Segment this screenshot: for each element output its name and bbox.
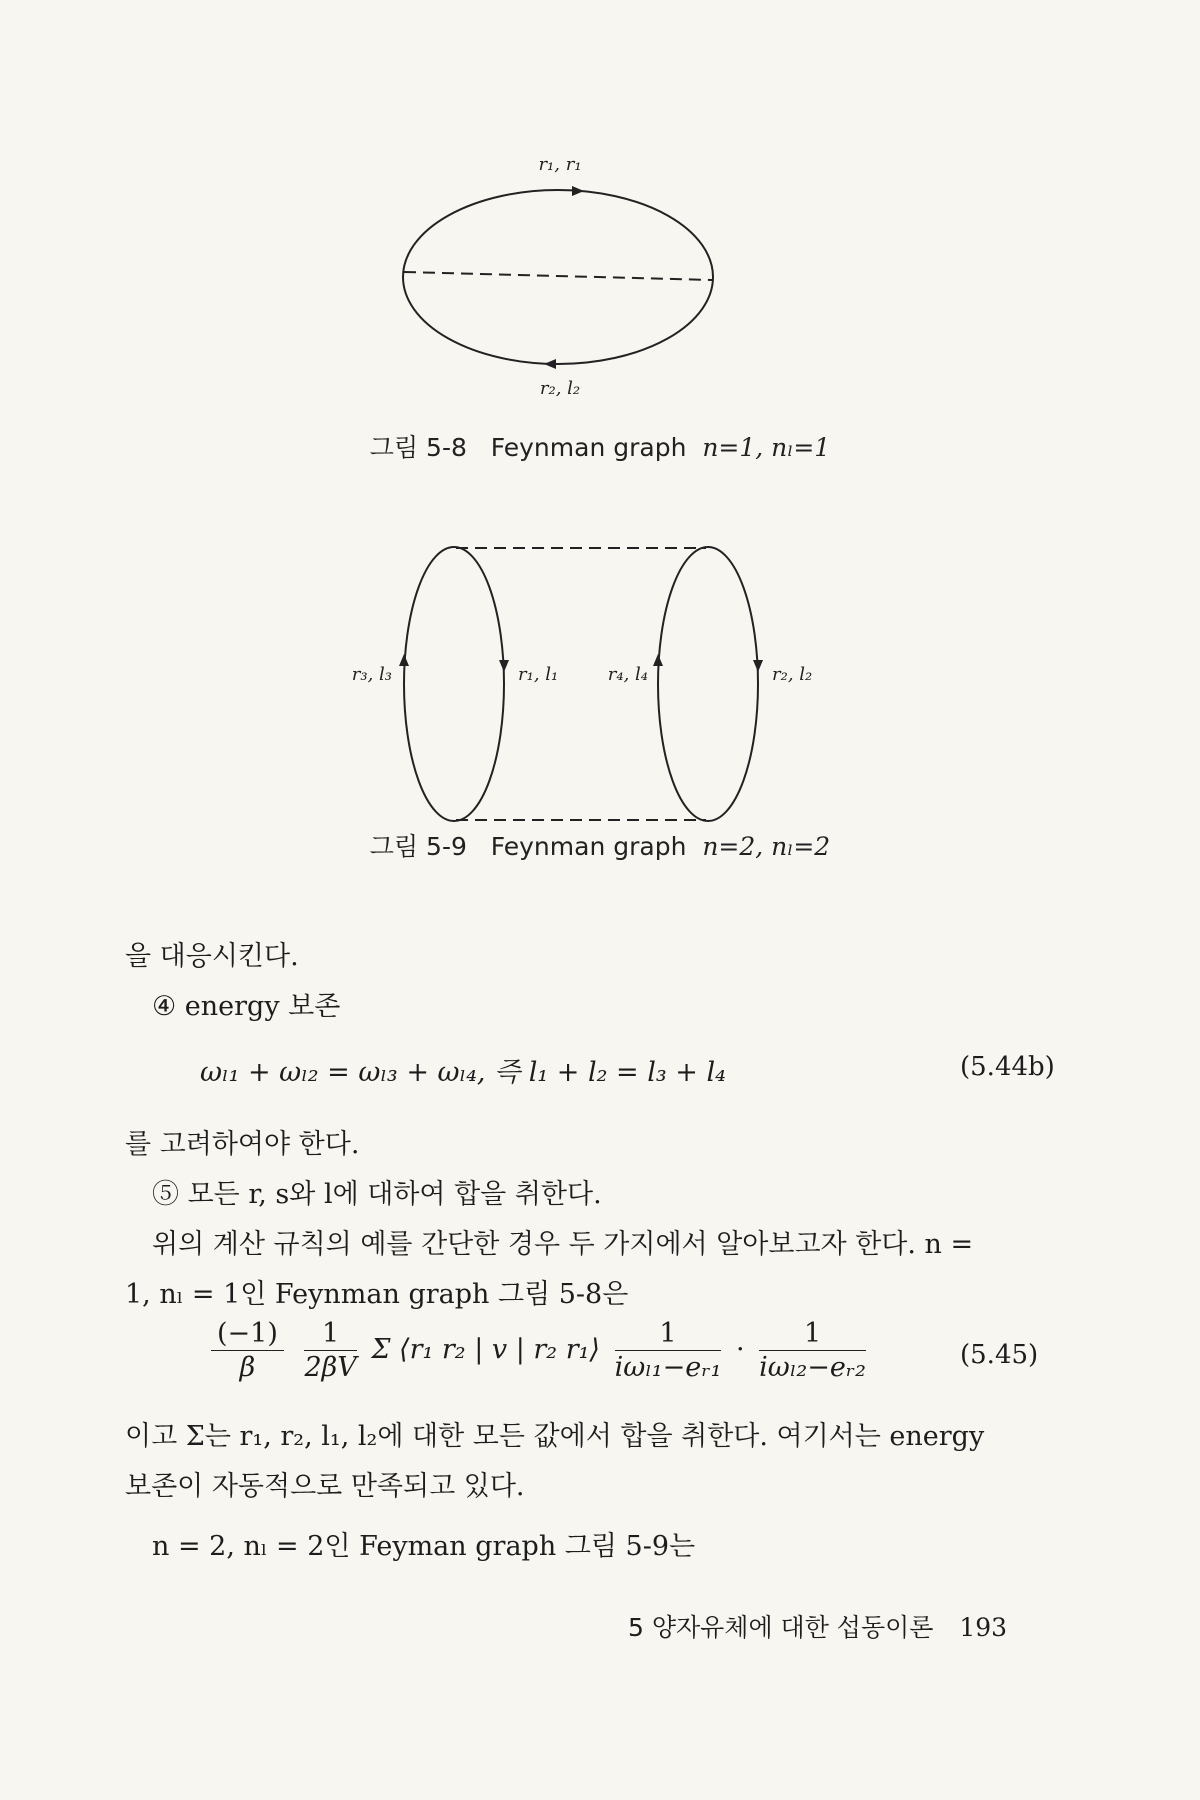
arrow-up-icon bbox=[653, 654, 663, 666]
figure-5-9-caption bbox=[0, 827, 1200, 863]
caption-prefix: 그림 5-9 bbox=[369, 832, 467, 861]
text-line-2: ④ energy 보존 bbox=[152, 991, 341, 1022]
chapter-title: 5 양자유체에 대한 섭동이론 bbox=[628, 1613, 934, 1642]
denominator: 2βV bbox=[304, 1352, 357, 1383]
caption-math: n=1, nₗ=1 bbox=[702, 433, 831, 462]
denominator: iωₗ₁−eᵣ₁ bbox=[614, 1352, 722, 1383]
label-r1-l1: r₁, l₁ bbox=[518, 664, 559, 685]
figure-5-8-caption bbox=[0, 428, 1200, 464]
numerator: 1 bbox=[304, 1318, 356, 1351]
figure-5-8-diagram bbox=[403, 154, 713, 399]
caption-prefix: 그림 5-8 bbox=[369, 433, 467, 462]
label-bottom: r₂, l₂ bbox=[539, 378, 581, 399]
fraction-1 bbox=[211, 1318, 284, 1383]
fraction-4 bbox=[759, 1318, 866, 1383]
caption-math: n=2, nₗ=2 bbox=[702, 832, 831, 861]
equation-number-5-45: (5.45) bbox=[960, 1340, 1039, 1370]
arrow-down-icon bbox=[753, 660, 763, 672]
caption-title: Feynman graph bbox=[490, 832, 687, 861]
page-number: 193 bbox=[959, 1613, 1008, 1642]
text-line-6: 1, nₗ = 1인 Feynman graph 그림 5-8은 bbox=[125, 1279, 629, 1310]
numerator: (−1) bbox=[211, 1318, 284, 1351]
arrow-left-icon bbox=[544, 359, 556, 369]
left-loop bbox=[404, 547, 504, 821]
denominator: β bbox=[239, 1352, 256, 1383]
text-line-7: 이고 Σ는 r₁, r₂, l₁, l₂에 대한 모든 값에서 합을 취한다. 여기서는 energy bbox=[125, 1421, 985, 1452]
matrix-element-sum: Σ ⟨r₁ r₂ | v | r₂ r₁⟩ bbox=[371, 1334, 600, 1365]
equation-number-5-44b: (5.44b) bbox=[960, 1052, 1055, 1082]
caption-title: Feynman graph bbox=[490, 433, 687, 462]
fraction-3 bbox=[615, 1318, 722, 1383]
equation-5-44b: ωₗ₁ + ωₗ₂ = ωₗ₃ + ωₗ₄, 즉 l₁ + l₂ = l₃ + l₄ bbox=[200, 1057, 726, 1088]
page-footer bbox=[628, 1608, 1007, 1644]
denominator: iωₗ₂−eᵣ₂ bbox=[759, 1352, 866, 1383]
multiply-dot: · bbox=[735, 1334, 745, 1365]
label-top: r₁, r₁ bbox=[538, 154, 582, 175]
text-line-4: ⑤ 모든 r, s와 l에 대하여 합을 취한다. bbox=[152, 1179, 602, 1210]
figure-5-9-diagram bbox=[352, 547, 813, 821]
numerator: 1 bbox=[759, 1318, 866, 1351]
arrow-up-icon bbox=[399, 654, 409, 666]
numerator: 1 bbox=[615, 1318, 722, 1351]
right-loop bbox=[658, 547, 758, 821]
text-line-9: n = 2, nₗ = 2인 Feyman graph 그림 5-9는 bbox=[152, 1531, 696, 1562]
equation-5-45 bbox=[205, 1318, 872, 1383]
label-r3-l3: r₃, l₃ bbox=[351, 664, 392, 685]
interaction-line bbox=[404, 272, 712, 280]
text-line-3: 를 고려하여야 한다. bbox=[125, 1129, 360, 1160]
label-r4-l4: r₄, l₄ bbox=[607, 664, 648, 685]
text-line-5: 위의 계산 규칙의 예를 간단한 경우 두 가지에서 알아보고자 한다. n = bbox=[152, 1229, 974, 1260]
text-line-1: 을 대응시킨다. bbox=[125, 941, 299, 972]
arrow-down-icon bbox=[499, 660, 509, 672]
text-line-8: 보존이 자동적으로 만족되고 있다. bbox=[125, 1471, 525, 1502]
fraction-2 bbox=[304, 1318, 356, 1383]
arrow-right-icon bbox=[572, 186, 584, 196]
label-r2-l2: r₂, l₂ bbox=[772, 664, 813, 685]
